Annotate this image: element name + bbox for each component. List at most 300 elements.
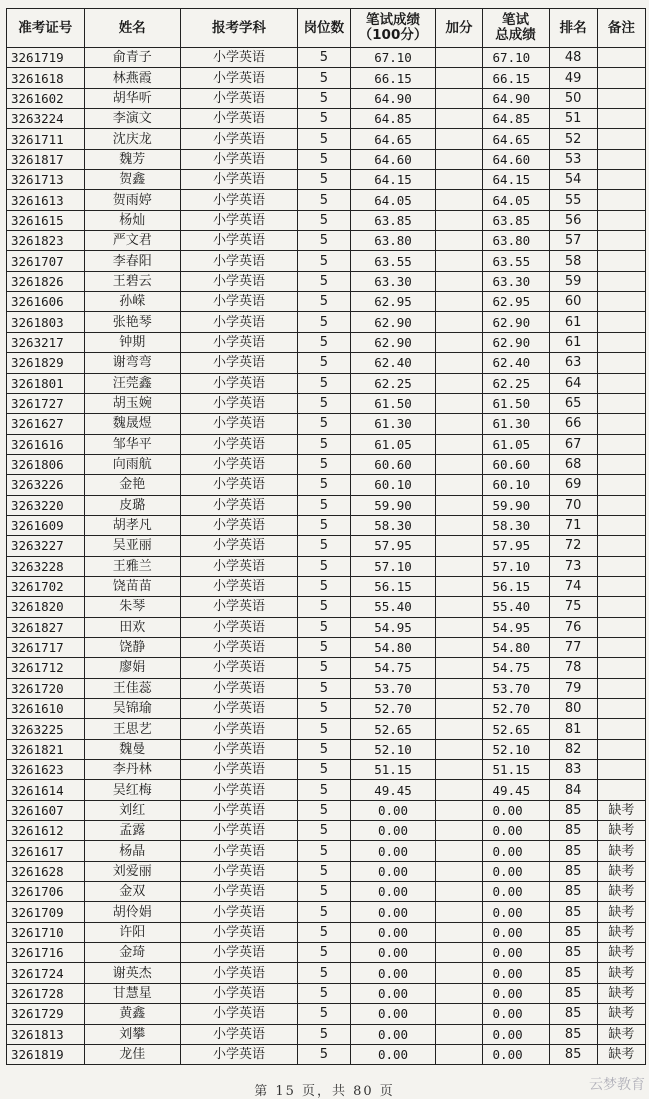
cell-subject: 小学英语: [180, 495, 297, 515]
cell-id: 3263225: [7, 719, 85, 739]
cell-id: 3261618: [7, 68, 85, 88]
cell-total-score: 62.25: [482, 373, 549, 393]
header-total-line2: 总成绩: [495, 27, 536, 43]
cell-rank: 85: [549, 861, 597, 881]
cell-rank: 69: [549, 475, 597, 495]
cell-bonus: [436, 231, 482, 251]
table-row: [7, 576, 646, 596]
cell-note: [597, 68, 645, 88]
cell-bonus: [436, 902, 482, 922]
table-row: [7, 597, 646, 617]
cell-total-score: 63.85: [482, 210, 549, 230]
cell-written-score: 0.00: [350, 902, 436, 922]
cell-subject: 小学英语: [180, 739, 297, 759]
cell-subject: 小学英语: [180, 434, 297, 454]
cell-total-score: 0.00: [482, 1044, 549, 1064]
cell-written-score: 0.00: [350, 1024, 436, 1044]
header-bonus: 加分: [436, 9, 482, 48]
cell-rank: 83: [549, 760, 597, 780]
cell-total-score: 0.00: [482, 963, 549, 983]
cell-total-score: 59.90: [482, 495, 549, 515]
cell-id: 3261813: [7, 1024, 85, 1044]
cell-total-score: 64.15: [482, 170, 549, 190]
cell-written-score: 62.90: [350, 332, 436, 352]
cell-bonus: [436, 841, 482, 861]
cell-note: [597, 617, 645, 637]
table-row: [7, 109, 646, 129]
cell-bonus: [436, 861, 482, 881]
cell-note: [597, 312, 645, 332]
cell-subject: 小学英语: [180, 414, 297, 434]
cell-id: 3261713: [7, 170, 85, 190]
cell-written-score: 64.65: [350, 129, 436, 149]
cell-rank: 80: [549, 699, 597, 719]
cell-posts: 5: [298, 1044, 350, 1064]
score-table: [6, 8, 646, 1065]
cell-note: [597, 373, 645, 393]
cell-posts: 5: [298, 312, 350, 332]
cell-id: 3261806: [7, 454, 85, 474]
table-row: [7, 393, 646, 413]
cell-written-score: 53.70: [350, 678, 436, 698]
table-row: [7, 861, 646, 881]
cell-note: [597, 271, 645, 291]
table-row: [7, 719, 646, 739]
cell-name: 汪莞鑫: [84, 373, 180, 393]
cell-posts: 5: [298, 353, 350, 373]
header-subject: 报考学科: [180, 9, 297, 48]
header-id: 准考证号: [7, 9, 85, 48]
cell-total-score: 62.90: [482, 312, 549, 332]
table-row: [7, 678, 646, 698]
cell-written-score: 64.60: [350, 149, 436, 169]
cell-rank: 85: [549, 800, 597, 820]
cell-posts: 5: [298, 475, 350, 495]
cell-subject: 小学英语: [180, 922, 297, 942]
cell-subject: 小学英语: [180, 292, 297, 312]
cell-name: 饶苗苗: [84, 576, 180, 596]
cell-name: 刘攀: [84, 1024, 180, 1044]
cell-total-score: 53.70: [482, 678, 549, 698]
cell-note: [597, 658, 645, 678]
cell-total-score: 0.00: [482, 922, 549, 942]
cell-subject: 小学英语: [180, 190, 297, 210]
cell-id: 3261607: [7, 800, 85, 820]
cell-id: 3261727: [7, 393, 85, 413]
cell-name: 王雅兰: [84, 556, 180, 576]
cell-posts: 5: [298, 170, 350, 190]
cell-written-score: 59.90: [350, 495, 436, 515]
cell-name: 严文君: [84, 231, 180, 251]
cell-subject: 小学英语: [180, 515, 297, 535]
cell-name: 皮璐: [84, 495, 180, 515]
cell-rank: 64: [549, 373, 597, 393]
cell-id: 3261709: [7, 902, 85, 922]
cell-id: 3261707: [7, 251, 85, 271]
cell-name: 金艳: [84, 475, 180, 495]
cell-name: 金琦: [84, 943, 180, 963]
cell-subject: 小学英语: [180, 312, 297, 332]
cell-rank: 85: [549, 983, 597, 1003]
cell-note: [597, 210, 645, 230]
cell-note: [597, 536, 645, 556]
cell-id: 3261623: [7, 760, 85, 780]
cell-bonus: [436, 210, 482, 230]
cell-total-score: 55.40: [482, 597, 549, 617]
cell-subject: 小学英语: [180, 149, 297, 169]
table-row: [7, 963, 646, 983]
cell-name: 魏芳: [84, 149, 180, 169]
cell-note: 缺考: [597, 1024, 645, 1044]
table-row: [7, 943, 646, 963]
cell-total-score: 0.00: [482, 821, 549, 841]
cell-note: [597, 292, 645, 312]
cell-total-score: 0.00: [482, 841, 549, 861]
cell-bonus: [436, 943, 482, 963]
cell-rank: 71: [549, 515, 597, 535]
cell-name: 胡伶娟: [84, 902, 180, 922]
cell-subject: 小学英语: [180, 576, 297, 596]
cell-total-score: 63.55: [482, 251, 549, 271]
cell-posts: 5: [298, 190, 350, 210]
cell-note: 缺考: [597, 821, 645, 841]
cell-rank: 79: [549, 678, 597, 698]
cell-subject: 小学英语: [180, 861, 297, 881]
cell-rank: 85: [549, 1044, 597, 1064]
cell-rank: 59: [549, 271, 597, 291]
cell-subject: 小学英语: [180, 800, 297, 820]
cell-total-score: 52.70: [482, 699, 549, 719]
cell-posts: 5: [298, 210, 350, 230]
cell-id: 3261817: [7, 149, 85, 169]
cell-subject: 小学英语: [180, 637, 297, 657]
cell-bonus: [436, 495, 482, 515]
cell-id: 3263224: [7, 109, 85, 129]
table-row: [7, 292, 646, 312]
table-row: [7, 1044, 646, 1064]
header-row: [7, 9, 646, 48]
cell-subject: 小学英语: [180, 88, 297, 108]
cell-posts: 5: [298, 68, 350, 88]
cell-posts: 5: [298, 393, 350, 413]
cell-note: [597, 149, 645, 169]
cell-total-score: 51.15: [482, 760, 549, 780]
cell-name: 刘爱丽: [84, 861, 180, 881]
cell-id: 3263228: [7, 556, 85, 576]
cell-posts: 5: [298, 983, 350, 1003]
cell-name: 沈庆龙: [84, 129, 180, 149]
cell-total-score: 61.05: [482, 434, 549, 454]
cell-rank: 82: [549, 739, 597, 759]
cell-bonus: [436, 88, 482, 108]
cell-written-score: 66.15: [350, 68, 436, 88]
cell-name: 贺雨婷: [84, 190, 180, 210]
cell-total-score: 0.00: [482, 1024, 549, 1044]
cell-name: 邹华平: [84, 434, 180, 454]
table-row: [7, 190, 646, 210]
cell-id: 3261616: [7, 434, 85, 454]
cell-id: 3261823: [7, 231, 85, 251]
cell-subject: 小学英语: [180, 1044, 297, 1064]
cell-posts: 5: [298, 434, 350, 454]
cell-total-score: 0.00: [482, 861, 549, 881]
cell-written-score: 63.80: [350, 231, 436, 251]
cell-note: [597, 48, 645, 68]
cell-note: [597, 190, 645, 210]
cell-name: 魏曼: [84, 739, 180, 759]
cell-subject: 小学英语: [180, 475, 297, 495]
cell-total-score: 58.30: [482, 515, 549, 535]
table-row: [7, 414, 646, 434]
cell-rank: 55: [549, 190, 597, 210]
cell-written-score: 54.75: [350, 658, 436, 678]
cell-written-score: 52.65: [350, 719, 436, 739]
cell-posts: 5: [298, 129, 350, 149]
cell-bonus: [436, 1004, 482, 1024]
table-row: [7, 637, 646, 657]
page-footer: 第 15 页，共 80 页: [254, 1084, 395, 1099]
cell-rank: 85: [549, 943, 597, 963]
cell-subject: 小学英语: [180, 678, 297, 698]
cell-rank: 78: [549, 658, 597, 678]
cell-written-score: 51.15: [350, 760, 436, 780]
cell-name: 王碧云: [84, 271, 180, 291]
cell-note: [597, 576, 645, 596]
cell-subject: 小学英语: [180, 882, 297, 902]
cell-name: 孟露: [84, 821, 180, 841]
cell-note: [597, 129, 645, 149]
table-row: [7, 536, 646, 556]
cell-total-score: 0.00: [482, 1004, 549, 1024]
cell-posts: 5: [298, 48, 350, 68]
cell-total-score: 60.60: [482, 454, 549, 474]
cell-note: [597, 719, 645, 739]
cell-written-score: 62.95: [350, 292, 436, 312]
cell-rank: 81: [549, 719, 597, 739]
cell-bonus: [436, 699, 482, 719]
cell-note: [597, 780, 645, 800]
table-row: [7, 373, 646, 393]
cell-bonus: [436, 637, 482, 657]
cell-rank: 70: [549, 495, 597, 515]
cell-note: 缺考: [597, 1044, 645, 1064]
cell-posts: 5: [298, 637, 350, 657]
cell-total-score: 52.65: [482, 719, 549, 739]
cell-id: 3261609: [7, 515, 85, 535]
table-row: [7, 454, 646, 474]
cell-name: 吴锦瑜: [84, 699, 180, 719]
header-note: 备注: [597, 9, 645, 48]
header-name: 姓名: [84, 9, 180, 48]
cell-id: 3261728: [7, 983, 85, 1003]
results-sheet: [6, 8, 646, 1065]
table-row: [7, 739, 646, 759]
cell-name: 金双: [84, 882, 180, 902]
cell-written-score: 60.10: [350, 475, 436, 495]
cell-total-score: 67.10: [482, 48, 549, 68]
cell-posts: 5: [298, 414, 350, 434]
cell-written-score: 52.10: [350, 739, 436, 759]
cell-subject: 小学英语: [180, 454, 297, 474]
cell-rank: 53: [549, 149, 597, 169]
cell-rank: 48: [549, 48, 597, 68]
cell-bonus: [436, 373, 482, 393]
cell-total-score: 61.50: [482, 393, 549, 413]
cell-note: [597, 434, 645, 454]
cell-id: 3261613: [7, 190, 85, 210]
cell-name: 龙佳: [84, 1044, 180, 1064]
cell-id: 3261717: [7, 637, 85, 657]
cell-total-score: 64.65: [482, 129, 549, 149]
cell-rank: 85: [549, 963, 597, 983]
cell-name: 贺鑫: [84, 170, 180, 190]
cell-bonus: [436, 149, 482, 169]
cell-written-score: 0.00: [350, 963, 436, 983]
table-row: [7, 210, 646, 230]
cell-posts: 5: [298, 231, 350, 251]
cell-name: 廖娟: [84, 658, 180, 678]
cell-id: 3261615: [7, 210, 85, 230]
cell-written-score: 61.50: [350, 393, 436, 413]
cell-id: 3261627: [7, 414, 85, 434]
cell-id: 3261801: [7, 373, 85, 393]
cell-bonus: [436, 800, 482, 820]
cell-note: 缺考: [597, 943, 645, 963]
cell-posts: 5: [298, 699, 350, 719]
table-row: [7, 149, 646, 169]
cell-bonus: [436, 109, 482, 129]
cell-bonus: [436, 393, 482, 413]
cell-bonus: [436, 129, 482, 149]
cell-bonus: [436, 1044, 482, 1064]
cell-bonus: [436, 353, 482, 373]
cell-subject: 小学英语: [180, 68, 297, 88]
cell-subject: 小学英语: [180, 332, 297, 352]
cell-posts: 5: [298, 149, 350, 169]
cell-subject: 小学英语: [180, 170, 297, 190]
cell-name: 向雨航: [84, 454, 180, 474]
cell-posts: 5: [298, 861, 350, 881]
cell-written-score: 62.40: [350, 353, 436, 373]
table-row: [7, 699, 646, 719]
cell-rank: 85: [549, 882, 597, 902]
cell-written-score: 63.85: [350, 210, 436, 230]
cell-rank: 52: [549, 129, 597, 149]
cell-written-score: 63.30: [350, 271, 436, 291]
cell-written-score: 64.90: [350, 88, 436, 108]
cell-note: [597, 332, 645, 352]
cell-rank: 85: [549, 1004, 597, 1024]
cell-posts: 5: [298, 576, 350, 596]
cell-rank: 84: [549, 780, 597, 800]
cell-bonus: [436, 271, 482, 291]
cell-posts: 5: [298, 1004, 350, 1024]
cell-subject: 小学英语: [180, 109, 297, 129]
cell-written-score: 57.95: [350, 536, 436, 556]
cell-posts: 5: [298, 821, 350, 841]
cell-bonus: [436, 922, 482, 942]
cell-bonus: [436, 515, 482, 535]
cell-note: [597, 393, 645, 413]
cell-name: 朱琴: [84, 597, 180, 617]
cell-id: 3261711: [7, 129, 85, 149]
header-total-line1: 笔试: [502, 12, 530, 28]
cell-name: 胡孝凡: [84, 515, 180, 535]
cell-rank: 57: [549, 231, 597, 251]
cell-bonus: [436, 434, 482, 454]
table-row: [7, 332, 646, 352]
cell-posts: 5: [298, 760, 350, 780]
cell-posts: 5: [298, 800, 350, 820]
cell-subject: 小学英语: [180, 699, 297, 719]
cell-id: 3261829: [7, 353, 85, 373]
cell-written-score: 60.60: [350, 454, 436, 474]
cell-subject: 小学英语: [180, 617, 297, 637]
cell-written-score: 0.00: [350, 922, 436, 942]
cell-written-score: 49.45: [350, 780, 436, 800]
cell-posts: 5: [298, 495, 350, 515]
cell-written-score: 0.00: [350, 841, 436, 861]
cell-subject: 小学英语: [180, 780, 297, 800]
cell-rank: 61: [549, 312, 597, 332]
cell-posts: 5: [298, 902, 350, 922]
cell-subject: 小学英语: [180, 556, 297, 576]
cell-total-score: 62.90: [482, 332, 549, 352]
cell-bonus: [436, 658, 482, 678]
cell-written-score: 63.55: [350, 251, 436, 271]
cell-name: 张艳琴: [84, 312, 180, 332]
cell-total-score: 63.80: [482, 231, 549, 251]
cell-rank: 85: [549, 922, 597, 942]
header-written-score: [350, 9, 436, 48]
cell-posts: 5: [298, 719, 350, 739]
cell-written-score: 54.80: [350, 637, 436, 657]
cell-id: 3261720: [7, 678, 85, 698]
cell-written-score: 0.00: [350, 1044, 436, 1064]
cell-posts: 5: [298, 922, 350, 942]
table-row: [7, 800, 646, 820]
table-row: [7, 271, 646, 291]
cell-written-score: 0.00: [350, 861, 436, 881]
cell-note: [597, 495, 645, 515]
cell-subject: 小学英语: [180, 129, 297, 149]
cell-total-score: 62.40: [482, 353, 549, 373]
cell-posts: 5: [298, 739, 350, 759]
cell-name: 谢英杰: [84, 963, 180, 983]
cell-rank: 76: [549, 617, 597, 637]
cell-rank: 63: [549, 353, 597, 373]
cell-id: 3261819: [7, 1044, 85, 1064]
cell-subject: 小学英语: [180, 983, 297, 1003]
table-row: [7, 88, 646, 108]
cell-id: 3261602: [7, 88, 85, 108]
cell-rank: 85: [549, 1024, 597, 1044]
cell-total-score: 0.00: [482, 902, 549, 922]
table-row: [7, 760, 646, 780]
cell-written-score: 64.05: [350, 190, 436, 210]
cell-total-score: 66.15: [482, 68, 549, 88]
cell-name: 吴亚丽: [84, 536, 180, 556]
cell-written-score: 64.15: [350, 170, 436, 190]
cell-id: 3261710: [7, 922, 85, 942]
cell-rank: 85: [549, 902, 597, 922]
cell-total-score: 64.05: [482, 190, 549, 210]
cell-rank: 50: [549, 88, 597, 108]
cell-subject: 小学英语: [180, 1024, 297, 1044]
cell-subject: 小学英语: [180, 1004, 297, 1024]
cell-id: 3261706: [7, 882, 85, 902]
cell-subject: 小学英语: [180, 719, 297, 739]
